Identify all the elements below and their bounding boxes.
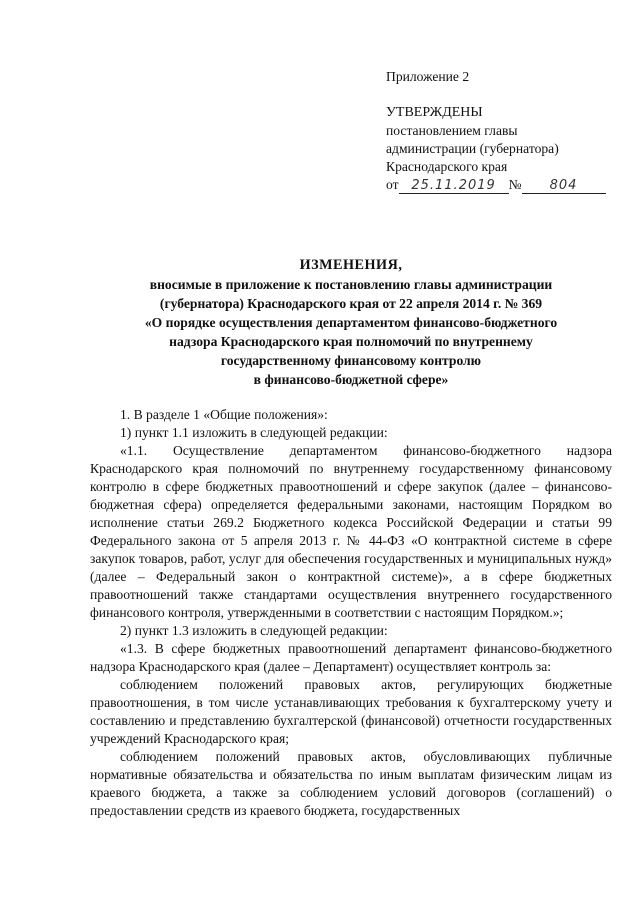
title-line: в финансово-бюджетной сфере» [253,372,449,387]
approval-line-3: Краснодарского края [386,159,508,174]
paragraph: соблюдением положений правовых актов, обусловливающих публичные нормативные обязательства и обязательства по иным выплатам физическим лицам из краевого бюджета, а также за соблюдением условий договоров (соглашений) о предоставлении средств из краевого бюджета, государственных [90,749,612,818]
title-line: вносимые в приложение к постановлению главы администрации [149,277,553,292]
approval-heading: УТВЕРЖДЕНЫ [386,105,483,120]
number-prefix: № [508,177,522,192]
paragraph: 1. В разделе 1 «Общие положения»: [120,407,328,422]
paragraph: 2) пункт 1.3 изложить в следующей редакции: [120,623,388,638]
document-body [90,406,612,820]
approval-block [386,68,616,194]
date-prefix: от [386,177,399,192]
title-line: государственному финансовому контролю [220,353,482,368]
appendix-label: Приложение 2 [386,69,470,84]
handwritten-date: 25.11.2019 [399,179,509,194]
title-line: надзора Краснодарского края полномочий по внутреннему [169,334,533,349]
approval-line-2: администрации (губернатора) [386,141,559,156]
document-title [90,256,612,389]
title-line: «О порядке осуществления департаментом финансово-бюджетного [144,315,558,330]
title-main: ИЗМЕНЕНИЯ, [299,257,403,273]
paragraph: «1.1. Осуществление департаментом финансово-бюджетного надзора Краснодарского края полномочий по внутреннему государственному финансовому контролю в сфере бюджетных правоотношений и сфере закупок (далее – финансово-бюджетная сфера) определяется федеральными законами, настоящим Порядком во исполнение статьи 269.2 Бюджетного кодекса Российской Федерации и статьи 99 Федерального закона от 5 апреля 2013 г. № 44-ФЗ «О контрактной системе в сфере закупок товаров, работ, услуг для обеспечения государственных и муниципальных нужд» (далее – Федеральный закон о контрактной системе)», а в сфере бюджетных правоотношений также стандартами осуществления внутреннего государственного финансового контроля, утвержденными в соответствии с настоящим Порядком.»; [90,443,612,620]
paragraph: соблюдением положений правовых актов, регулирующих бюджетные правоотношения, в том числе устанавливающих требования к бухгалтерскому учету и составлению и представлению бухгалтерской (финансовой) отчетности государственных учреждений Краснодарского края; [90,677,612,746]
approval-date-line [386,176,616,194]
approval-line-1: постановлением главы [386,123,518,138]
handwritten-number: 804 [522,179,606,194]
paragraph: 1) пункт 1.1 изложить в следующей редакции: [120,425,388,440]
paragraph: «1.3. В сфере бюджетных правоотношений департамент финансово-бюджетного надзора Краснодарского края (далее – Департамент) осуществляет контроль за: [90,641,612,674]
title-line: (губернатора) Краснодарского края от 22 апреля 2014 г. № 369 [159,296,543,311]
